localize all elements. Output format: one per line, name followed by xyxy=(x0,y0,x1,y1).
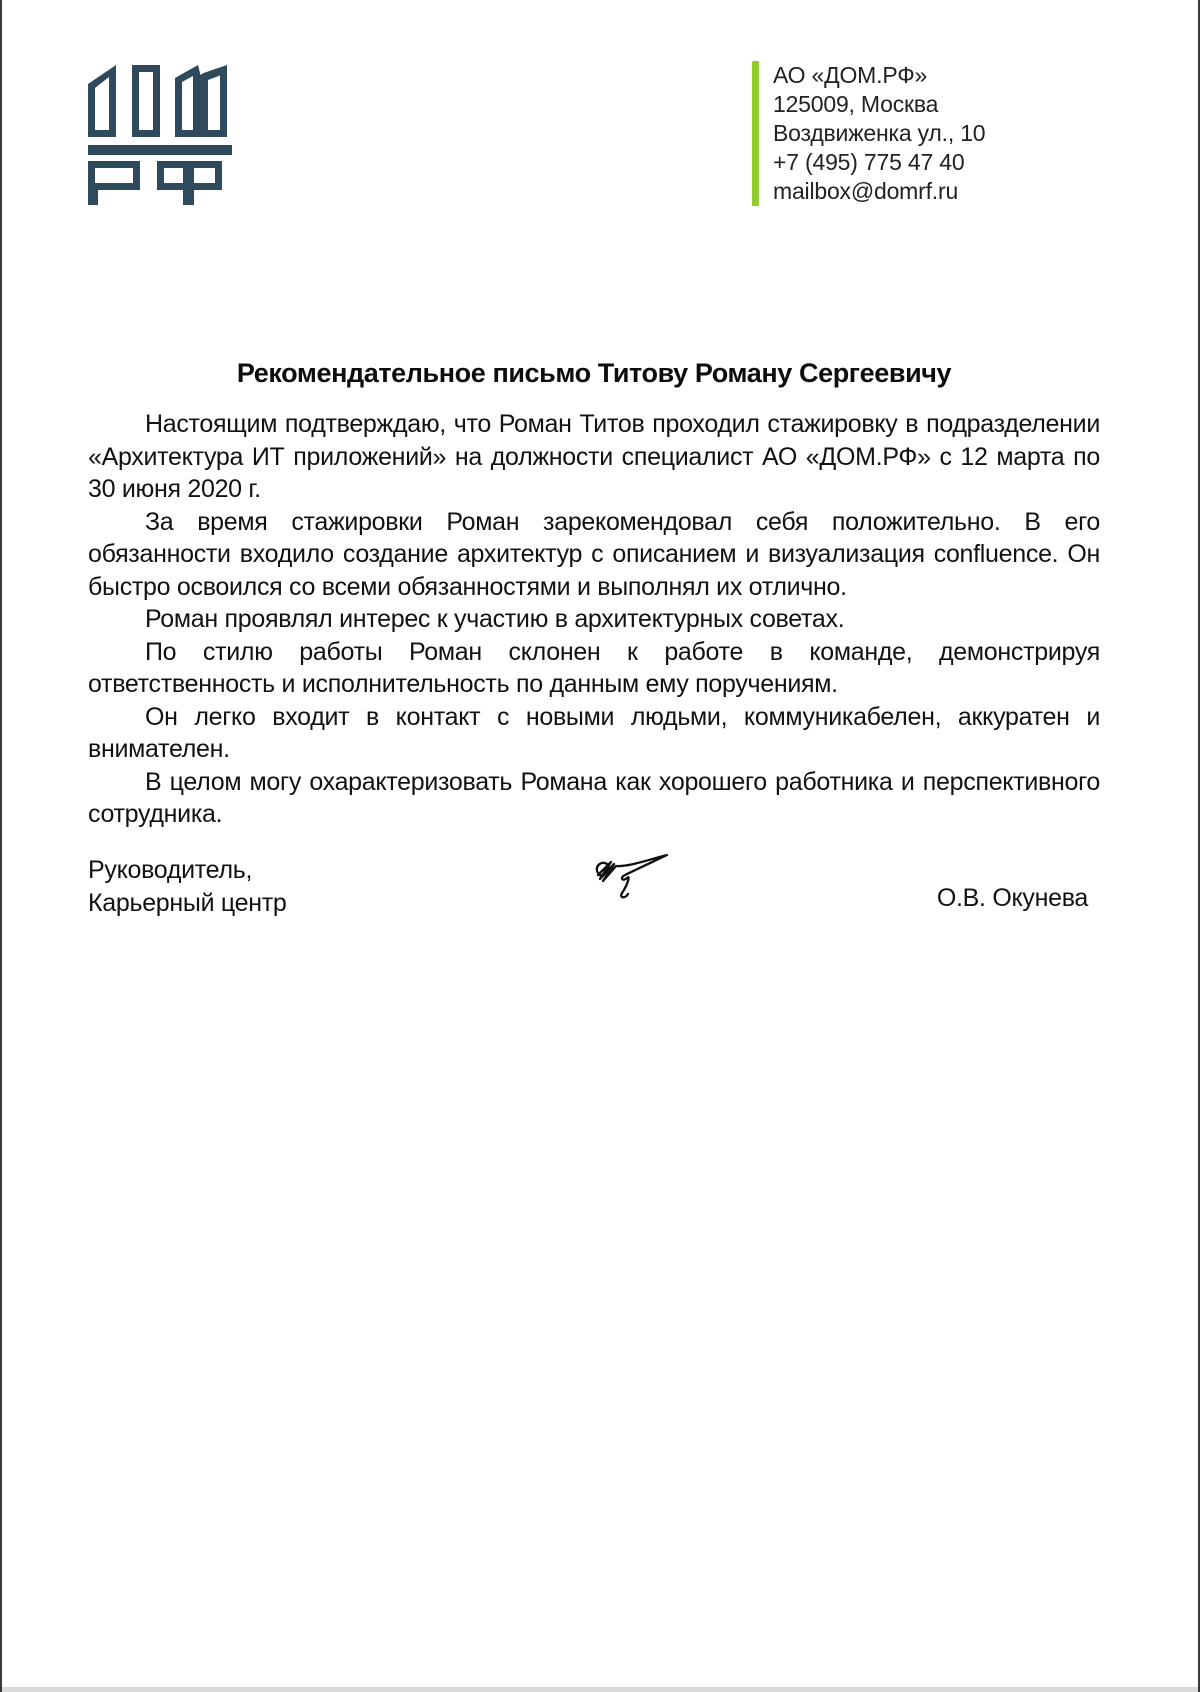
contact-street: Воздвиженка ул., 10 xyxy=(773,120,986,146)
paragraph-5: Он легко входит в контакт с новыми людьми, коммуникабелен, аккуратен и внимателен. xyxy=(88,702,1100,763)
signer-name: О.В. Окунева xyxy=(936,884,1088,912)
handwritten-signature-icon xyxy=(588,852,672,904)
contact-company: АО «ДОМ.РФ» xyxy=(773,62,928,88)
domrf-logo-icon xyxy=(88,65,232,205)
paragraph-4: По стилю работы Роман склонен к работе в команде, демонстрируя ответственность и исполнительность по данным ему поручениям. xyxy=(88,637,1100,698)
accent-bar xyxy=(752,61,759,206)
signer-role xyxy=(88,854,287,920)
signer-role-line-1: Руководитель, xyxy=(88,856,253,884)
contact-block xyxy=(752,61,985,206)
letter-title: Рекомендательное письмо Титову Роману Сергеевичу xyxy=(236,358,952,388)
contact-email: mailbox@domrf.ru xyxy=(773,178,959,204)
paragraph-3: Роман проявлял интерес к участию в архитектурных советах. xyxy=(145,605,845,633)
paragraph-1: Настоящим подтверждаю, что Роман Титов проходил стажировку в подразделении «Архитектура ИТ приложений» на должности специалист АО «ДОМ.РФ» с 12 марта по 30 июня 2020 г. xyxy=(88,410,1100,503)
window-bottom-edge xyxy=(2,1687,1198,1692)
paragraph-6: В целом могу охарактеризовать Романа как хорошего работника и перспективного сотрудника. xyxy=(88,767,1100,828)
letter-body xyxy=(88,408,1100,831)
contact-postcode-city: 125009, Москва xyxy=(773,91,939,117)
contact-phone: +7 (495) 775 47 40 xyxy=(773,149,965,175)
signer-role-line-2: Карьерный центр xyxy=(88,889,287,917)
paragraph-2: За время стажировки Роман зарекомендовал себя положительно. В его обязанности входило создание архитектур с описанием и визуализация confluence. Он быстро освоился со всеми обязанностями и выполнял их отлично. xyxy=(88,507,1100,601)
